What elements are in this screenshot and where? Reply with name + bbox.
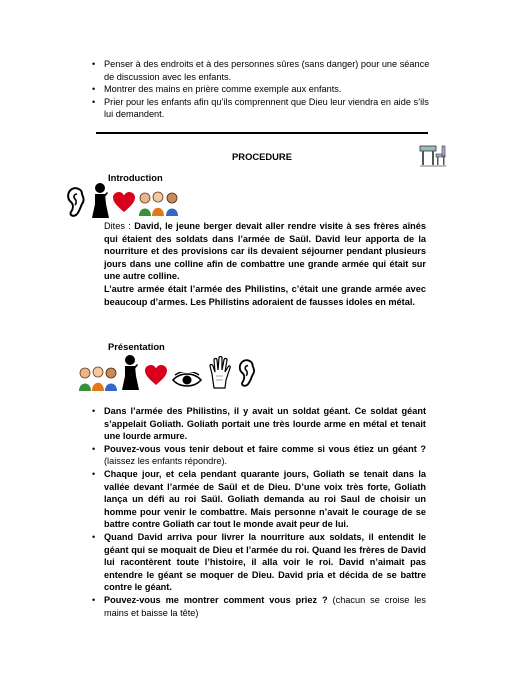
ear-icon bbox=[236, 358, 260, 388]
children-group-icon bbox=[136, 191, 182, 217]
list-item bbox=[88, 443, 426, 468]
intro-text-2: L’autre armée était l’armée des Philistins, c’était une grande armée avec beaucoup d’armes. Les Philistins adoraient de fausses idoles en métal. bbox=[104, 283, 426, 307]
bullet-normal-text: (chacun se croise les mains et baisse la tête) bbox=[104, 594, 426, 618]
bullet-bold-text: Quand David arriva pour livrer la nourriture aux soldats, il entendit le géant qui se moquait de Dieu et l’armée du roi. Quand les frères de David lui racontèrent toute l’histoire, il alla voir le roi. David n’aimait pas entendre le géant se moquer de Dieu. David pria et décida de se battre contre le géant. bbox=[104, 531, 426, 593]
presentation-bullet-list bbox=[88, 405, 426, 619]
bullet-normal-text: (laissez les enfants répondre). bbox=[104, 456, 228, 467]
heart-icon bbox=[144, 364, 168, 386]
praying-person-icon bbox=[120, 354, 140, 392]
intro-lead: Dites : bbox=[104, 221, 135, 231]
children-group-icon bbox=[76, 366, 120, 392]
bullet-bold-text: Pouvez-vous vous tenir debout et faire comme si vous étiez un géant ? bbox=[104, 443, 426, 454]
bullet-bold-text: Dans l’armée des Philistins, il y avait un soldat géant. Ce soldat géant s’appelait Goliath. Goliath portait une très lourde arme en métal et tenait une lourde armure. bbox=[104, 406, 426, 442]
intro-bullet-list bbox=[88, 58, 434, 121]
bullet-bold-text: Chaque jour, et cela pendant quarante jours, Goliath se tenait dans la vallée devant l’armée de Saül et de Dieu. D’une voix très forte, Goliath lança un défi au roi Saül. Goliath demanda au roi Saul de choisir un homme pour venir le combattre. Mais personne n’avait le courage de se battre contre Goliath car tout le monde avait peur de lui. bbox=[104, 468, 426, 530]
presentation-heading: Présentation bbox=[108, 341, 165, 352]
list-item: • Montrer des mains en prière comme exemple aux enfants. bbox=[88, 83, 434, 96]
procedure-title: PROCEDURE bbox=[232, 151, 292, 162]
ear-icon bbox=[64, 186, 90, 218]
eye-icon bbox=[172, 372, 202, 388]
section-divider bbox=[96, 132, 428, 134]
introduction-paragraph bbox=[104, 220, 426, 308]
bullet-bold-text: Pouvez-vous me montrer comment vous priez ? bbox=[104, 594, 328, 605]
list-item bbox=[88, 468, 426, 531]
intro-text-1: David, le jeune berger devait aller rendre visite à ses frères aînés qui étaient des soldats dans l’armée de Saül. David leur apporta de la nourriture et des provisions car ils devaient séjourner pendant plusieurs jours dans une colline afin de combattre une grande armée qui était sur une autre colline. bbox=[104, 221, 426, 282]
hand-icon bbox=[208, 356, 232, 390]
list-item: • Penser à des endroits et à des personnes sûres (sans danger) pour une séance de discussion avec les enfants. bbox=[88, 58, 434, 83]
list-item bbox=[88, 405, 426, 443]
desk-chair-icon bbox=[418, 140, 448, 170]
list-item bbox=[88, 531, 426, 594]
heart-icon bbox=[112, 191, 136, 213]
introduction-heading: Introduction bbox=[108, 172, 163, 183]
list-item: • Prier pour les enfants afin qu’ils comprennent que Dieu leur viendra en aide s’ils lui demandent. bbox=[88, 96, 434, 121]
list-item bbox=[88, 594, 426, 619]
praying-person-icon bbox=[90, 182, 110, 220]
